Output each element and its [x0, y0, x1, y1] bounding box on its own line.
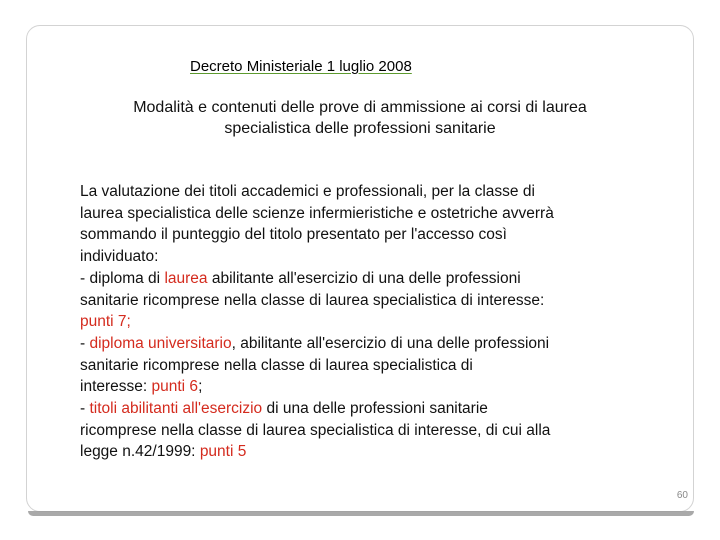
body-text: -	[80, 400, 90, 418]
body-line-points-6	[80, 376, 660, 398]
body-line: sanitarie ricomprese nella classe di laurea specialistica di	[80, 356, 473, 374]
body-line-titoli	[80, 398, 660, 420]
decree-heading: Decreto Ministeriale 1 luglio 2008	[190, 58, 412, 75]
slide-title-line-2: specialistica delle professioni sanitarie	[224, 120, 496, 137]
page-number: 60	[676, 490, 688, 501]
body-line: laurea specialistica delle scienze infermieristiche e ostetriche avverrà	[80, 204, 554, 222]
body-line-points-5	[80, 441, 660, 463]
body-line: individuato:	[80, 248, 159, 266]
body-text: abilitante all'esercizio di una delle professioni	[207, 269, 521, 287]
body-line-diploma	[80, 333, 660, 355]
highlight-points-6: punti 6	[151, 378, 199, 396]
body-text: legge n.42/1999:	[80, 443, 200, 461]
body-line-laurea	[80, 268, 660, 290]
slide-title	[40, 97, 680, 139]
slide-title-line-1: Modalità e contenuti delle prove di ammissione ai corsi di laurea	[133, 99, 587, 116]
body-text: di una delle professioni sanitarie	[262, 400, 488, 418]
highlight-laurea: laurea	[164, 269, 208, 287]
body-text: -	[80, 334, 90, 352]
body-text: interesse:	[80, 378, 152, 396]
body-line: ricomprese nella classe di laurea specialistica di interesse, di cui alla	[80, 421, 551, 439]
highlight-titoli-abilitanti: titoli abilitanti all'esercizio	[89, 400, 263, 418]
slide-frame-shadow	[28, 511, 694, 516]
body-line: La valutazione dei titoli accademici e professionali, per la classe di	[80, 183, 535, 200]
highlight-points-7: punti 7;	[80, 313, 131, 331]
slide-body	[80, 181, 660, 463]
highlight-points-5: punti 5	[199, 443, 247, 461]
body-text: ;	[198, 378, 203, 396]
body-line: sanitarie ricomprese nella classe di laurea specialistica di interesse:	[80, 291, 545, 309]
highlight-diploma-universitario: diploma universitario	[89, 334, 232, 352]
body-text: - diploma di	[80, 269, 165, 287]
body-text: , abilitante all'esercizio di una delle professioni	[231, 334, 550, 352]
body-line: sommando il punteggio del titolo presentato per l'accesso così	[80, 226, 507, 244]
